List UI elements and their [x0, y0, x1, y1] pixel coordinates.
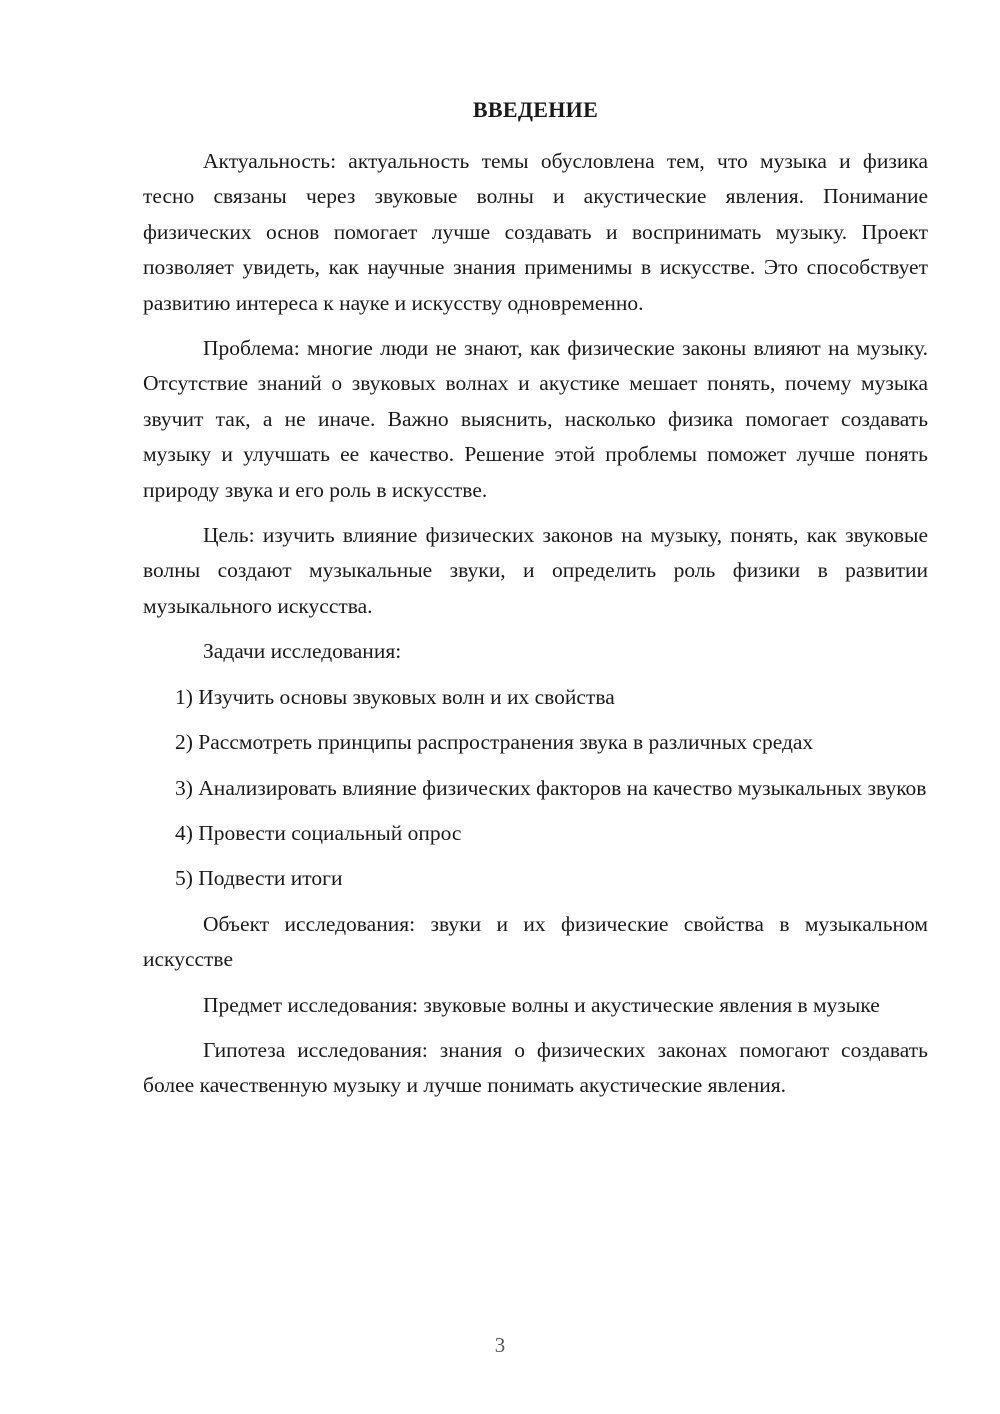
paragraph-relevance: Актуальность: актуальность темы обусловлена тем, что музыка и физика тесно связаны через звуковые волны и акустические явления. Понимание физических основ помогает лучше создавать и воспринимать музыку. Проект позволяет увидеть, как научные знания применимы в искусстве. Это способствует развитию интереса к науке и искусству одновременно. [143, 149, 928, 315]
task-item: 4) Провести социальный опрос [175, 820, 462, 845]
task-item: 5) Подвести итоги [175, 866, 343, 891]
paragraph-subject: Предмет исследования: звуковые волны и акустические явления в музыке [203, 992, 880, 1017]
paragraph-object: Объект исследования: звуки и их физические свойства в музыкальном искусстве [143, 911, 928, 972]
document-page [143, 90, 928, 1114]
paragraph-hypothesis: Гипотеза исследования: знания о физических законах помогают создавать более качественную музыку и лучше понимать акустические явления. [143, 1037, 928, 1098]
page-number: 3 [494, 1333, 506, 1357]
task-item: 3) Анализировать влияние физических факторов на качество музыкальных звуков [175, 775, 927, 800]
task-item: 1) Изучить основы звуковых волн и их свойства [175, 684, 615, 709]
page-title: ВВЕДЕНИЕ [472, 97, 599, 122]
paragraph-problem: Проблема: многие люди не знают, как физические законы влияют на музыку. Отсутствие знаний о звуковых волнах и акустике мешает понять, почему музыка звучит так, а не иначе. Важно выяснить, насколько физика помогает создавать музыку и улучшать ее качество. Решение этой проблемы поможет лучше понять природу звука и его роль в искусстве. [143, 336, 928, 502]
tasks-heading: Задачи исследования: [203, 639, 402, 664]
tasks-list [143, 680, 928, 897]
task-item: 2) Рассмотреть принципы распространения звука в различных средах [175, 730, 814, 755]
paragraph-goal: Цель: изучить влияние физических законов на музыку, понять, как звуковые волны создают музыкальные звуки, и определить роль физики в развитии музыкального искусства. [143, 523, 928, 618]
